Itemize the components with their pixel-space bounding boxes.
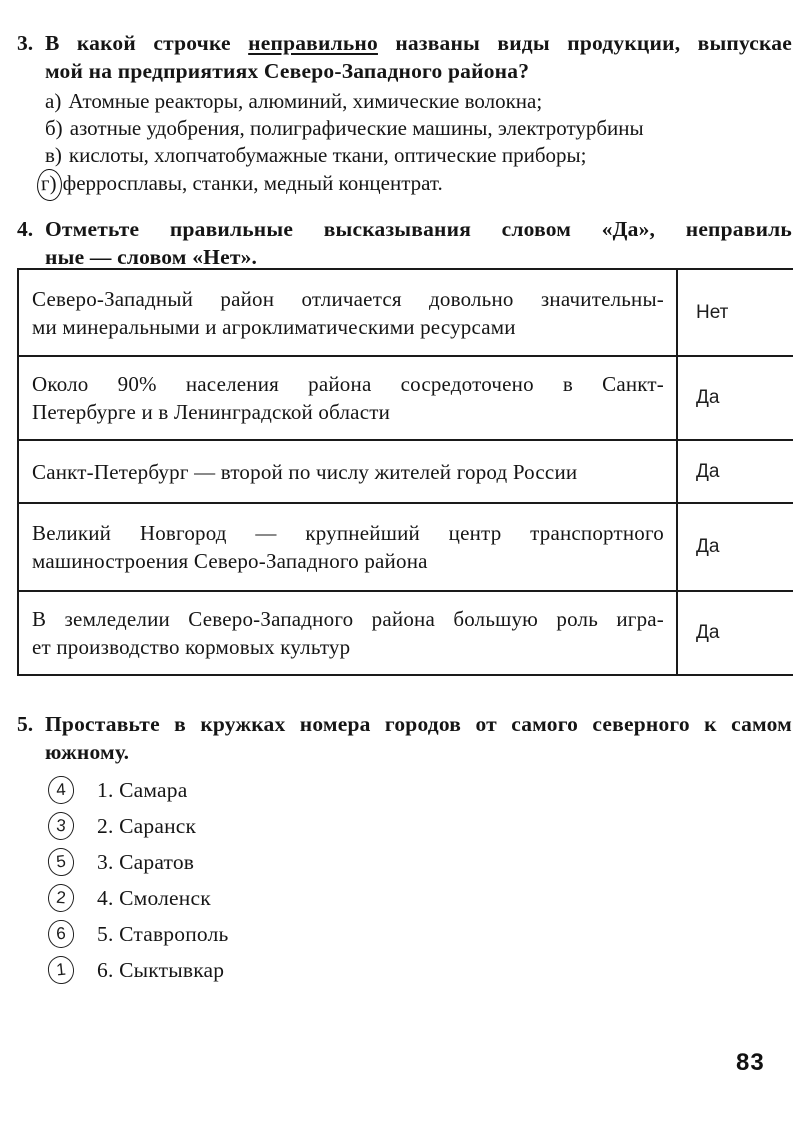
- answer-text: Нет: [696, 301, 729, 323]
- question-3-line1: [45, 29, 792, 57]
- statement-line: Северо-Западный район отличается довольно значительны-: [32, 286, 664, 311]
- answer-circle: 6: [47, 919, 75, 949]
- city-label: 6. Сыктывкар: [97, 957, 225, 982]
- city-label: 1. Самара: [97, 777, 188, 802]
- statement-line: Петербурге и в Ленинградской области: [32, 400, 391, 424]
- list-item: [48, 846, 194, 878]
- question-5-line1: Проставьте в кружках номера городов от самого северного к самом: [45, 712, 792, 736]
- question-5-line2: южному.: [45, 740, 130, 764]
- answer-circle: 3: [47, 811, 75, 841]
- answer-text: Да: [696, 536, 720, 557]
- answer-cell: [678, 357, 793, 439]
- list-item: [48, 918, 229, 950]
- statement-cell: [19, 270, 678, 355]
- city-label: 4. Смоленск: [97, 885, 211, 910]
- option-b-marker: б): [45, 116, 63, 140]
- question-4-number: 4.: [17, 217, 34, 241]
- question-4-line1: Отметьте правильные высказывания словом «Да», неправиль: [45, 217, 792, 241]
- question-3-underlined-word: неправильно: [248, 31, 378, 55]
- option-g-text: ферросплавы, станки, медный концентрат.: [62, 171, 443, 195]
- page-number: 83: [736, 1049, 765, 1076]
- statement-line: Около 90% населения района сосредоточено в Санкт-: [32, 372, 664, 396]
- answer-circle: 2: [47, 883, 75, 913]
- answer-circle: 1: [47, 955, 76, 986]
- question-5-number: 5.: [17, 712, 34, 736]
- option-a-marker: а): [45, 89, 62, 113]
- statement-line: машиностроения Северо-Западного района: [32, 549, 428, 573]
- answer-cell: [678, 504, 793, 590]
- city-label: 5. Ставрополь: [97, 921, 229, 946]
- answer-cell: [678, 270, 793, 355]
- city-label: 3. Саратов: [97, 849, 195, 874]
- option-a: [45, 88, 793, 115]
- statement-line: ми минеральными и агроклиматическими ресурсами: [32, 314, 516, 339]
- list-item: [48, 882, 211, 914]
- option-v: [45, 142, 793, 169]
- option-g: [40, 169, 793, 196]
- question-3-number: 3.: [17, 31, 34, 55]
- answer-text: Да: [696, 460, 720, 482]
- statement-line: Санкт-Петербург — второй по числу жителей город России: [32, 459, 578, 484]
- statement-cell: [19, 592, 678, 674]
- table-row: [19, 592, 793, 676]
- table-row: [19, 357, 793, 441]
- answer-text: Да: [696, 622, 720, 643]
- option-b-text: азотные удобрения, полиграфические машины, электротурбины: [69, 116, 644, 140]
- question-4-line2: ные — словом «Нет».: [45, 245, 258, 269]
- answer-circle: 5: [47, 847, 76, 878]
- statement-cell: [19, 504, 678, 590]
- city-label: 2. Саранск: [97, 813, 197, 838]
- table-row: [19, 504, 793, 592]
- list-item: [48, 954, 224, 986]
- option-v-marker: в): [45, 143, 62, 167]
- statement-cell: [19, 441, 678, 502]
- option-g-marker-circled-answer: г): [36, 169, 62, 202]
- answer-cell: [678, 592, 793, 674]
- answer-circle: 4: [47, 775, 75, 805]
- statement-line: ет производство кормовых культур: [32, 635, 351, 659]
- option-b: [45, 115, 793, 142]
- table-row: [19, 270, 793, 357]
- table-row: [19, 441, 793, 504]
- statement-cell: [19, 357, 678, 439]
- option-a-text: Атомные реакторы, алюминий, химические волокна;: [68, 89, 543, 113]
- statement-line: В земледелии Северо-Западного района большую роль игра-: [32, 607, 664, 631]
- answer-text: Да: [696, 387, 720, 408]
- statement-line: Великий Новгород — крупнейший центр транспортного: [32, 521, 664, 545]
- yes-no-answers-table: [17, 268, 793, 676]
- question-3-text-prefix: В какой строчке: [45, 31, 249, 55]
- list-item: [48, 810, 196, 842]
- option-v-text: кислоты, хлопчатобумажные ткани, оптические приборы;: [68, 143, 587, 167]
- list-item: [48, 774, 187, 806]
- question-3-text-suffix: названы виды продукции, выпускае: [377, 31, 793, 55]
- question-3-line2: мой на предприятиях Северо-Западного района?: [45, 59, 530, 83]
- answer-cell: [678, 441, 793, 502]
